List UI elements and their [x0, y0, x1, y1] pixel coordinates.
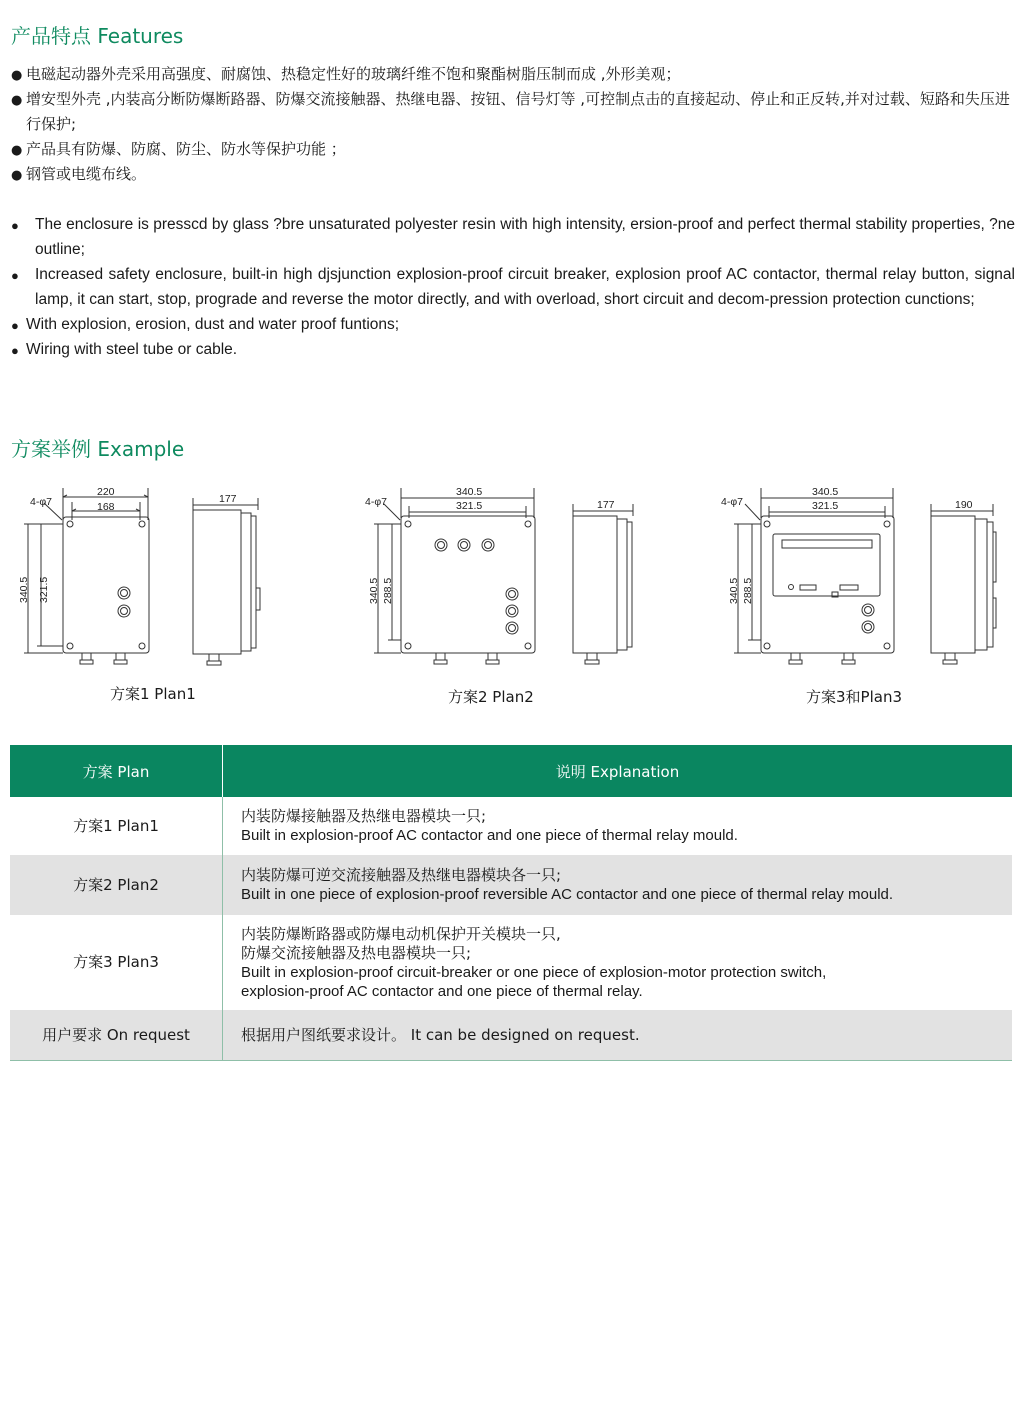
explanation-line: 防爆交流接触器及热电器模块一只;	[241, 943, 472, 962]
example-title: 方案举例 Example	[11, 437, 185, 461]
plan-cell: 方案2 Plan2	[10, 855, 223, 915]
plan1-height-outer: 340.5	[18, 576, 30, 603]
bullet-icon: ●	[11, 93, 23, 108]
bullet-icon: ●	[11, 143, 23, 158]
plan-cell: 用户要求 On request	[10, 1010, 223, 1061]
list-item	[11, 137, 1015, 162]
explanation-cell	[223, 1010, 1013, 1061]
plan1-caption: 方案1 Plan1	[110, 685, 196, 703]
plan-cell: 方案1 Plan1	[10, 797, 223, 855]
feature-text: 电磁起动器外壳采用高强度、耐腐蚀、热稳定性好的玻璃纤维不饱和聚酯树脂压制而成 ,外形美观；	[26, 65, 681, 83]
plan2-hole-label: 4-φ7	[365, 496, 387, 508]
explanation-line: 内装防爆断路器或防爆电动机保护开关模块一只,	[241, 924, 561, 943]
plan3-caption: 方案3和Plan3	[806, 688, 902, 706]
header-explanation: 说明 Explanation	[223, 745, 1013, 797]
plan-cell: 方案3 Plan3	[10, 915, 223, 1010]
plan1-width-inner: 168	[97, 501, 115, 513]
feature-text: Wiring with steel tube or cable.	[26, 341, 238, 358]
plan3-width-outer: 340.5	[812, 486, 839, 498]
explanation-line: Built in one piece of explosion-proof reversible AC contactor and one piece of thermal relay mould.	[241, 886, 894, 903]
plan3-depth: 190	[955, 499, 973, 511]
plan2-caption: 方案2 Plan2	[448, 688, 534, 706]
bullet-icon: ●	[11, 218, 19, 233]
bullet-icon: ●	[11, 68, 23, 83]
bullet-icon: ●	[11, 318, 19, 333]
explanation-line: 内装防爆可逆交流接触器及热继电器模块各一只;	[241, 866, 562, 884]
list-item	[11, 337, 1015, 362]
plan2-height-inner: 288.5	[382, 577, 394, 604]
plan2-width-inner: 321.5	[456, 500, 483, 512]
plan3-front-view	[734, 488, 894, 664]
features-cn-list	[11, 62, 1015, 187]
bullet-icon: ●	[11, 168, 23, 183]
plan2-height-outer: 340.5	[368, 577, 380, 604]
list-item	[11, 262, 1015, 312]
feature-text: 增安型外壳 ,内装高分断防爆断路器、防爆交流接触器、热继电器、按钮、信号灯等 ,可控制点击的直接起动、停止和正反转,并对过载、短路和失压进行保护;	[26, 90, 1010, 133]
header-plan: 方案 Plan	[10, 745, 223, 797]
explanation-line: Built in explosion-proof circuit-breaker or one piece of explosion-motor protection switch,	[241, 963, 827, 981]
plan1-depth: 177	[219, 493, 237, 505]
explanation-line: Built in explosion-proof AC contactor and one piece of thermal relay mould.	[241, 827, 738, 844]
explanation-line: explosion-proof AC contactor and one piece of thermal relay.	[241, 982, 643, 1000]
list-item	[11, 62, 1015, 87]
explanation-line: 内装防爆接触器及热继电器模块一只;	[241, 807, 487, 825]
plan2-front-view	[374, 488, 535, 664]
explanation-cell	[223, 797, 1013, 855]
drawings-svg	[0, 480, 1024, 680]
plan1-width-outer: 220	[97, 486, 115, 498]
explanation-line: 根据用户图纸要求设计。 It can be designed on request.	[241, 1025, 640, 1044]
plan-table	[10, 745, 1012, 1061]
feature-text: With explosion, erosion, dust and water proof funtions;	[26, 316, 400, 333]
feature-text: 产品具有防爆、防腐、防尘、防水等保护功能 ；	[26, 140, 346, 158]
plan3-side-view	[931, 504, 996, 664]
list-item	[11, 162, 1015, 187]
list-item	[11, 312, 1015, 337]
table-row	[10, 855, 1012, 915]
list-item	[11, 212, 1015, 262]
plan2-width-outer: 340.5	[456, 486, 483, 498]
plan2-side-view	[573, 504, 633, 664]
plan-drawings	[0, 480, 1024, 710]
table-row	[10, 1010, 1012, 1061]
features-en-list	[11, 212, 1015, 362]
plan3-hole-label: 4-φ7	[721, 496, 743, 508]
features-title: 产品特点 Features	[11, 24, 184, 48]
table-header-row	[10, 745, 1012, 797]
explanation-cell	[223, 855, 1013, 915]
plan1-hole-label: 4-φ7	[30, 496, 52, 508]
plan3-height-inner: 288.5	[742, 577, 754, 604]
table-row	[10, 797, 1012, 855]
plan3-height-outer: 340.5	[728, 577, 740, 604]
plan2-depth: 177	[597, 499, 615, 511]
plan3-width-inner: 321.5	[812, 500, 839, 512]
plan1-front-view	[24, 488, 149, 664]
feature-text: Increased safety enclosure, built-in high djsjunction explosion-proof circuit breaker, explosion proof AC contactor, thermal relay button, signal lamp, it can start, stop, prograde and reverse the motor directly, and with overload, short circuit and decom-pression protection cunctions;	[35, 266, 1015, 308]
bullet-icon: ●	[11, 343, 19, 358]
feature-text: 钢管或电缆布线。	[26, 165, 147, 183]
table-row	[10, 915, 1012, 1010]
feature-text: The enclosure is presscd by glass ?bre unsaturated polyester resin with high intensity, ersion-proof and perfect thermal stability properties, ?ne outline;	[35, 216, 1015, 258]
list-item	[11, 87, 1015, 137]
plan1-side-view	[193, 498, 260, 665]
bullet-icon: ●	[11, 268, 19, 283]
explanation-cell	[223, 915, 1013, 1010]
plan1-height-inner: 321.5	[38, 576, 50, 603]
